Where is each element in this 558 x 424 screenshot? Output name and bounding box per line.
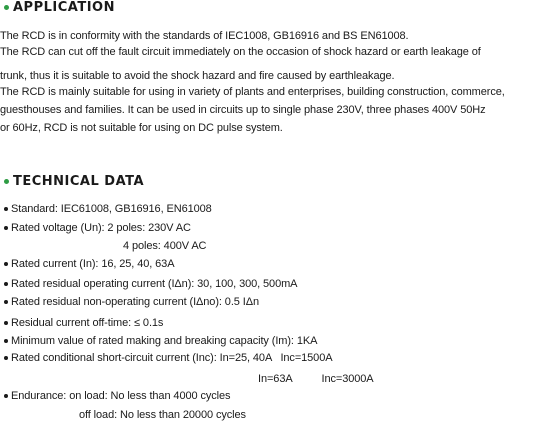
application-line-4: The RCD is mainly suitable for using in variety of plants and enterprises, building construction, commerce, — [0, 86, 505, 98]
spec-short-circuit-text: Rated conditional short-circuit current (Inc): In=25, 40A Inc=1500A — [11, 352, 333, 364]
bullet-dot-icon — [4, 179, 9, 184]
bullet-icon — [4, 321, 8, 325]
spec-rated-voltage-text: Rated voltage (Un): 2 poles: 230V AC — [11, 222, 191, 234]
spec-rated-voltage-continued: 4 poles: 400V AC — [123, 240, 207, 252]
application-line-5: guesthouses and families. It can be used in circuits up to single phase 230V, three phases 400V 50Hz — [0, 104, 486, 116]
bullet-icon — [4, 226, 8, 230]
spec-standard — [4, 203, 212, 215]
spec-endurance-text: Endurance: on load: No less than 4000 cycles — [11, 390, 231, 402]
spec-short-circuit-continued: In=63A Inc=3000A — [258, 373, 374, 385]
application-line-6: or 60Hz, RCD is not suitable for using on DC pulse system. — [0, 122, 283, 134]
bullet-dot-icon — [4, 5, 9, 10]
application-title: APPLICATION — [13, 0, 115, 15]
bullet-icon — [4, 207, 8, 211]
spec-residual-non-operating — [4, 296, 259, 308]
spec-off-time-text: Residual current off-time: ≤ 0.1s — [11, 317, 164, 329]
bullet-icon — [4, 262, 8, 266]
technical-data-heading — [4, 174, 144, 189]
spec-short-circuit — [4, 352, 332, 364]
spec-endurance — [4, 390, 230, 402]
application-line-2: The RCD can cut off the fault circuit immediately on the occasion of shock hazard or earth leakage of — [0, 46, 481, 58]
spec-residual-operating-text: Rated residual operating current (IΔn): 30, 100, 300, 500mA — [11, 278, 298, 290]
spec-endurance-continued: off load: No less than 20000 cycles — [79, 409, 246, 421]
bullet-icon — [4, 300, 8, 304]
spec-rated-current-text: Rated current (In): 16, 25, 40, 63A — [11, 258, 175, 270]
spec-residual-non-operating-text: Rated residual non-operating current (IΔno): 0.5 IΔn — [11, 296, 259, 308]
bullet-icon — [4, 394, 8, 398]
application-line-1: The RCD is in conformity with the standards of IEC1008, GB16916 and BS EN61008. — [0, 30, 409, 42]
spec-rated-current — [4, 258, 174, 270]
spec-breaking-capacity — [4, 335, 317, 347]
spec-standard-text: Standard: IEC61008, GB16916, EN61008 — [11, 203, 212, 215]
bullet-icon — [4, 356, 8, 360]
technical-data-title: TECHNICAL DATA — [13, 174, 145, 189]
application-heading — [4, 0, 115, 15]
spec-breaking-capacity-text: Minimum value of rated making and breaking capacity (Im): 1KA — [11, 335, 318, 347]
bullet-icon — [4, 282, 8, 286]
spec-off-time — [4, 317, 163, 329]
bullet-icon — [4, 339, 8, 343]
spec-residual-operating — [4, 278, 297, 290]
application-line-3: trunk, thus it is suitable to avoid the shock hazard and fire caused by earthleakage. — [0, 70, 395, 82]
spec-rated-voltage — [4, 222, 191, 234]
